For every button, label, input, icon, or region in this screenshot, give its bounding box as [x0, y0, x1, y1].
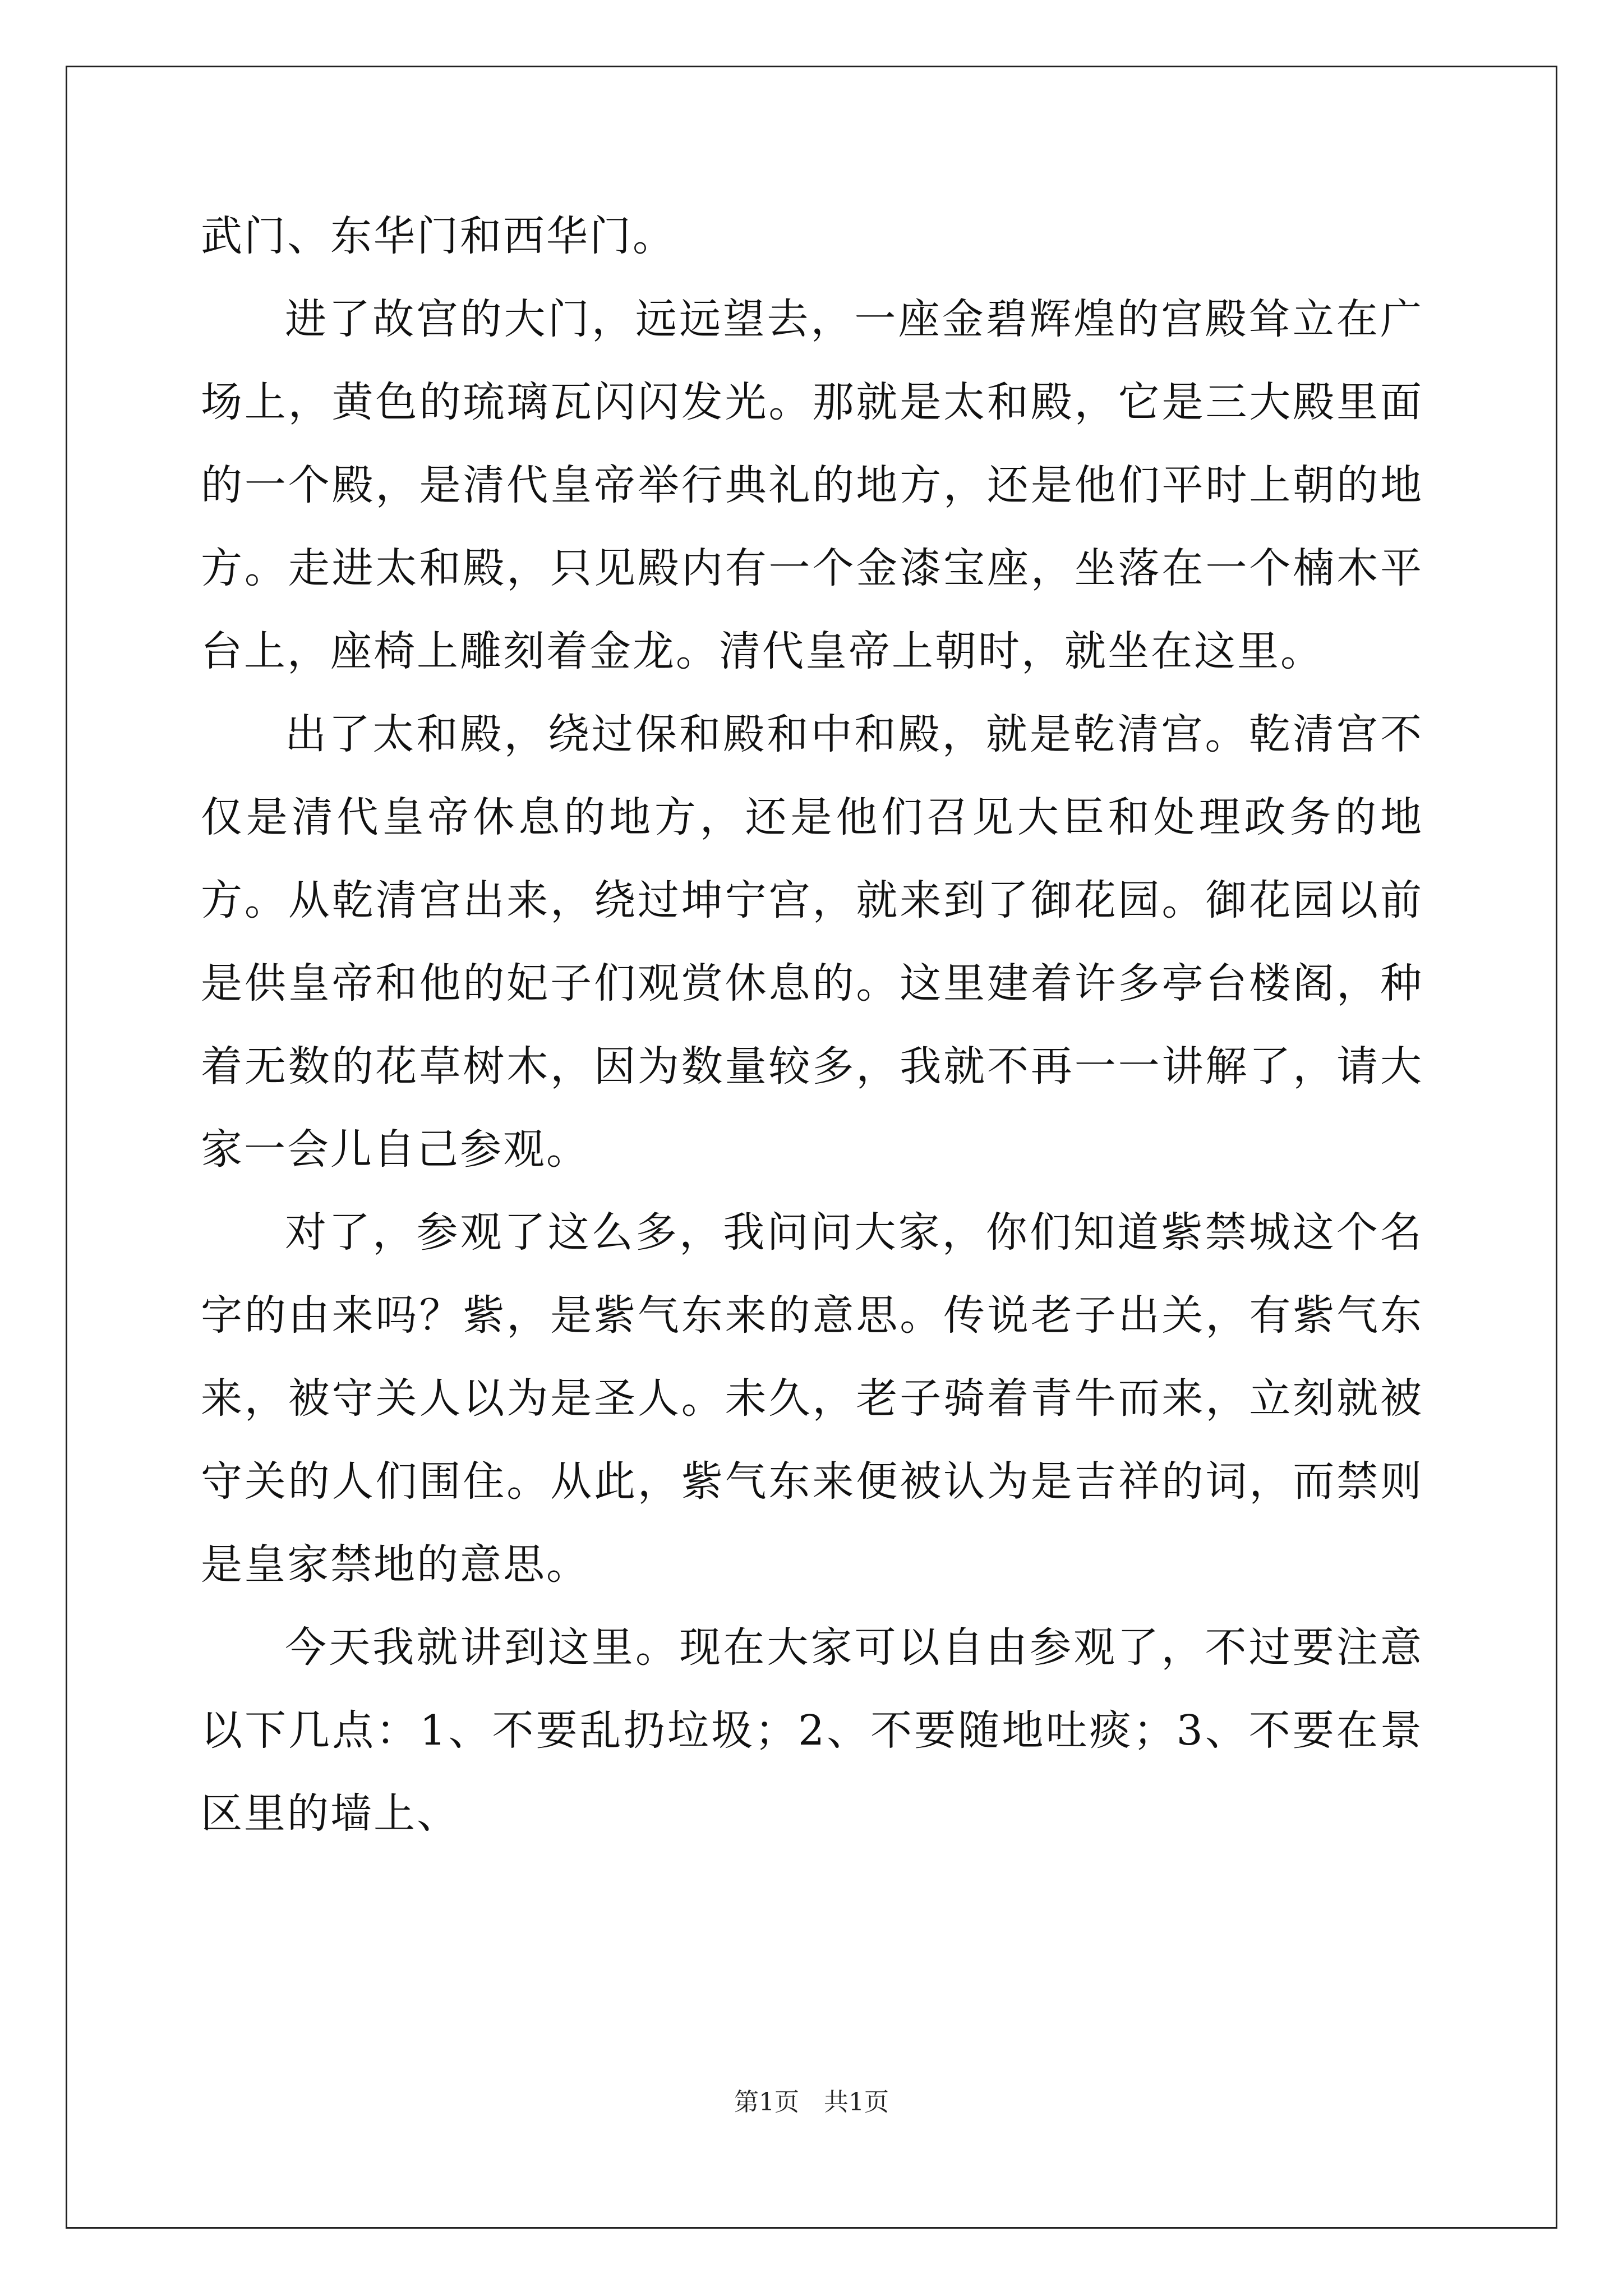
- page-number-footer: 第1页 共1页: [734, 2088, 889, 2116]
- paragraph-5: 今天我就讲到这里。现在大家可以自由参观了，不过要注意以下几点：1、不要乱扔垃圾；2、不要随地吐痰；3、不要在景区里的墙上、: [201, 1623, 1423, 1838]
- paragraph-4: 对了，参观了这么多，我问问大家，你们知道紫禁城这个名字的由来吗？紫，是紫气东来的意思。传说老子出关，有紫气东来，被守关人以为是圣人。未久，老子骑着青牛而来，立刻就被守关的人们围住。从此，紫气东来便被认为是吉祥的词，而禁则是皇家禁地的意思。: [201, 1208, 1423, 1589]
- paragraph-2: 进了故宫的大门，远远望去，一座金碧辉煌的宫殿耸立在广场上，黄色的琉璃瓦闪闪发光。那就是太和殿，它是三大殿里面的一个殿，是清代皇帝举行典礼的地方，还是他们平时上朝的地方。走进太和殿，只见殿内有一个金漆宝座，坐落在一个楠木平台上，座椅上雕刻着金龙。清代皇帝上朝时，就坐在这里。: [201, 295, 1423, 675]
- paragraph-3: 出了太和殿，绕过保和殿和中和殿，就是乾清宫。乾清宫不仅是清代皇帝休息的地方，还是他们召见大臣和处理政务的地方。从乾清宫出来，绕过坤宁宫，就来到了御花园。御花园以前是供皇帝和他的妃子们观赏休息的。这里建着许多亭台楼阁，种着无数的花草树木，因为数量较多，我就不再一一讲解了，请大家一会儿自己参观。: [201, 710, 1423, 1174]
- paragraph-1: 武门、东华门和西华门。: [201, 212, 676, 260]
- document-body: [201, 195, 1423, 1855]
